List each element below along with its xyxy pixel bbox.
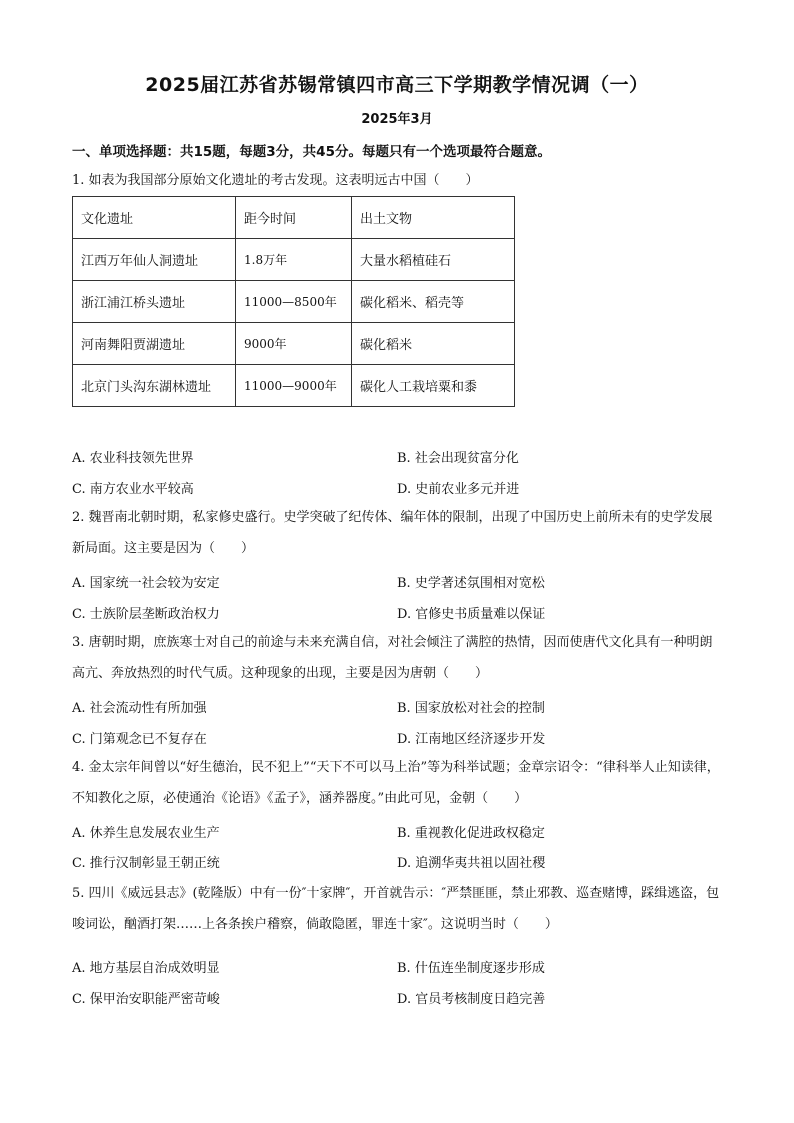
table-row xyxy=(73,365,515,407)
question-1-stem: 1. 如表为我国部分原始文化遗址的考古发现。这表明远古中国（ ） xyxy=(72,173,479,188)
question-4-option-b[interactable]: B. 重视教化促进政权稳定 xyxy=(397,826,545,841)
table-cell: 11000—9000年 xyxy=(236,365,352,407)
table-cell: 河南舞阳贾湖遗址 xyxy=(73,323,236,365)
question-4-option-a[interactable]: A. 休养生息发展农业生产 xyxy=(72,826,220,841)
question-1-option-c[interactable]: C. 南方农业水平较高 xyxy=(72,482,194,497)
question-3-option-b[interactable]: B. 国家放松对社会的控制 xyxy=(397,701,545,716)
table-cell: 11000—8500年 xyxy=(236,281,352,323)
table-cell: 江西万年仙人洞遗址 xyxy=(73,239,236,281)
question-4-option-c[interactable]: C. 推行汉制彰显王朝正统 xyxy=(72,856,220,871)
table-header-cell: 文化遗址 xyxy=(73,197,236,239)
table-cell: 碳化人工栽培粟和黍 xyxy=(352,365,515,407)
question-5-option-a[interactable]: A. 地方基层自治成效明显 xyxy=(72,961,220,976)
table-cell: 碳化稻米、稻壳等 xyxy=(352,281,515,323)
table-cell: 浙江浦江桥头遗址 xyxy=(73,281,236,323)
table-cell: 大量水稻植硅石 xyxy=(352,239,515,281)
table-header-cell: 出土文物 xyxy=(352,197,515,239)
question-5-option-b[interactable]: B. 什伍连坐制度逐步形成 xyxy=(397,961,545,976)
question-2-option-a[interactable]: A. 国家统一社会较为安定 xyxy=(72,576,220,591)
question-2-stem: 2. 魏晋南北朝时期，私家修史盛行。史学突破了纪传体、编年体的限制，出现了中国历史上前所未有的史学发展新局面。这主要是因为（ ） xyxy=(72,510,713,556)
question-2-option-c[interactable]: C. 士族阶层垄断政治权力 xyxy=(72,607,220,622)
question-5-option-c[interactable]: C. 保甲治安职能严密苛峻 xyxy=(72,992,220,1007)
table-header-cell: 距今时间 xyxy=(236,197,352,239)
question-5-option-d[interactable]: D. 官员考核制度日趋完善 xyxy=(397,992,546,1007)
table-cell: 北京门头沟东湖林遗址 xyxy=(73,365,236,407)
question-4-option-d[interactable]: D. 追溯华夷共祖以固社稷 xyxy=(397,856,546,871)
exam-date: 2025年3月 xyxy=(361,112,433,127)
section-heading: 一、单项选择题：共15题，每题3分，共45分。每题只有一个选项最符合题意。 xyxy=(72,144,551,160)
question-1-option-b[interactable]: B. 社会出现贫富分化 xyxy=(397,451,519,466)
question-1-option-a[interactable]: A. 农业科技领先世界 xyxy=(72,451,194,466)
question-2-option-b[interactable]: B. 史学著述氛围相对宽松 xyxy=(397,576,545,591)
question-1-option-d[interactable]: D. 史前农业多元并进 xyxy=(397,482,520,497)
question-4-stem: 4. 金太宗年间曾以“好生德治，民不犯上”“天下不可以马上治”等为科举试题；金章宗诏令：“律科举人止知读律，不知教化之原，必使通治《论语》《孟子》，涵养器度。”由此可见，金朝（ ） xyxy=(72,760,720,806)
table-header-row xyxy=(73,197,515,239)
table-cell: 1.8万年 xyxy=(236,239,352,281)
question-2-option-d[interactable]: D. 官修史书质量难以保证 xyxy=(397,607,546,622)
table-row xyxy=(73,281,515,323)
question-3-option-d[interactable]: D. 江南地区经济逐步开发 xyxy=(397,732,546,747)
archaeology-table xyxy=(72,196,515,407)
question-3-option-a[interactable]: A. 社会流动性有所加强 xyxy=(72,701,207,716)
question-5-stem: 5. 四川《威远县志》(乾隆版）中有一份″十家牌″，开首就告示：″严禁匪匪，禁止邪教、巡查赌博，踩缉逃盗，包唆词讼，酗酒打架……上各条挨户稽察，倘敢隐匿，罪连十家″。这说明当时（ ） xyxy=(72,886,720,932)
question-3-option-c[interactable]: C. 门第观念已不复存在 xyxy=(72,732,207,747)
table-cell: 9000年 xyxy=(236,323,352,365)
table-row xyxy=(73,239,515,281)
question-3-stem: 3. 唐朝时期，庶族寒士对自己的前途与未来充满自信，对社会倾注了满腔的热情，因而使唐代文化具有一种明朗高亢、奔放热烈的时代气质。这种现象的出现，主要是因为唐朝（ ） xyxy=(72,635,713,681)
page-title: 2025届江苏省苏锡常镇四市高三下学期教学情况调（一） xyxy=(145,74,649,96)
table-cell: 碳化稻米 xyxy=(352,323,515,365)
table-row xyxy=(73,323,515,365)
